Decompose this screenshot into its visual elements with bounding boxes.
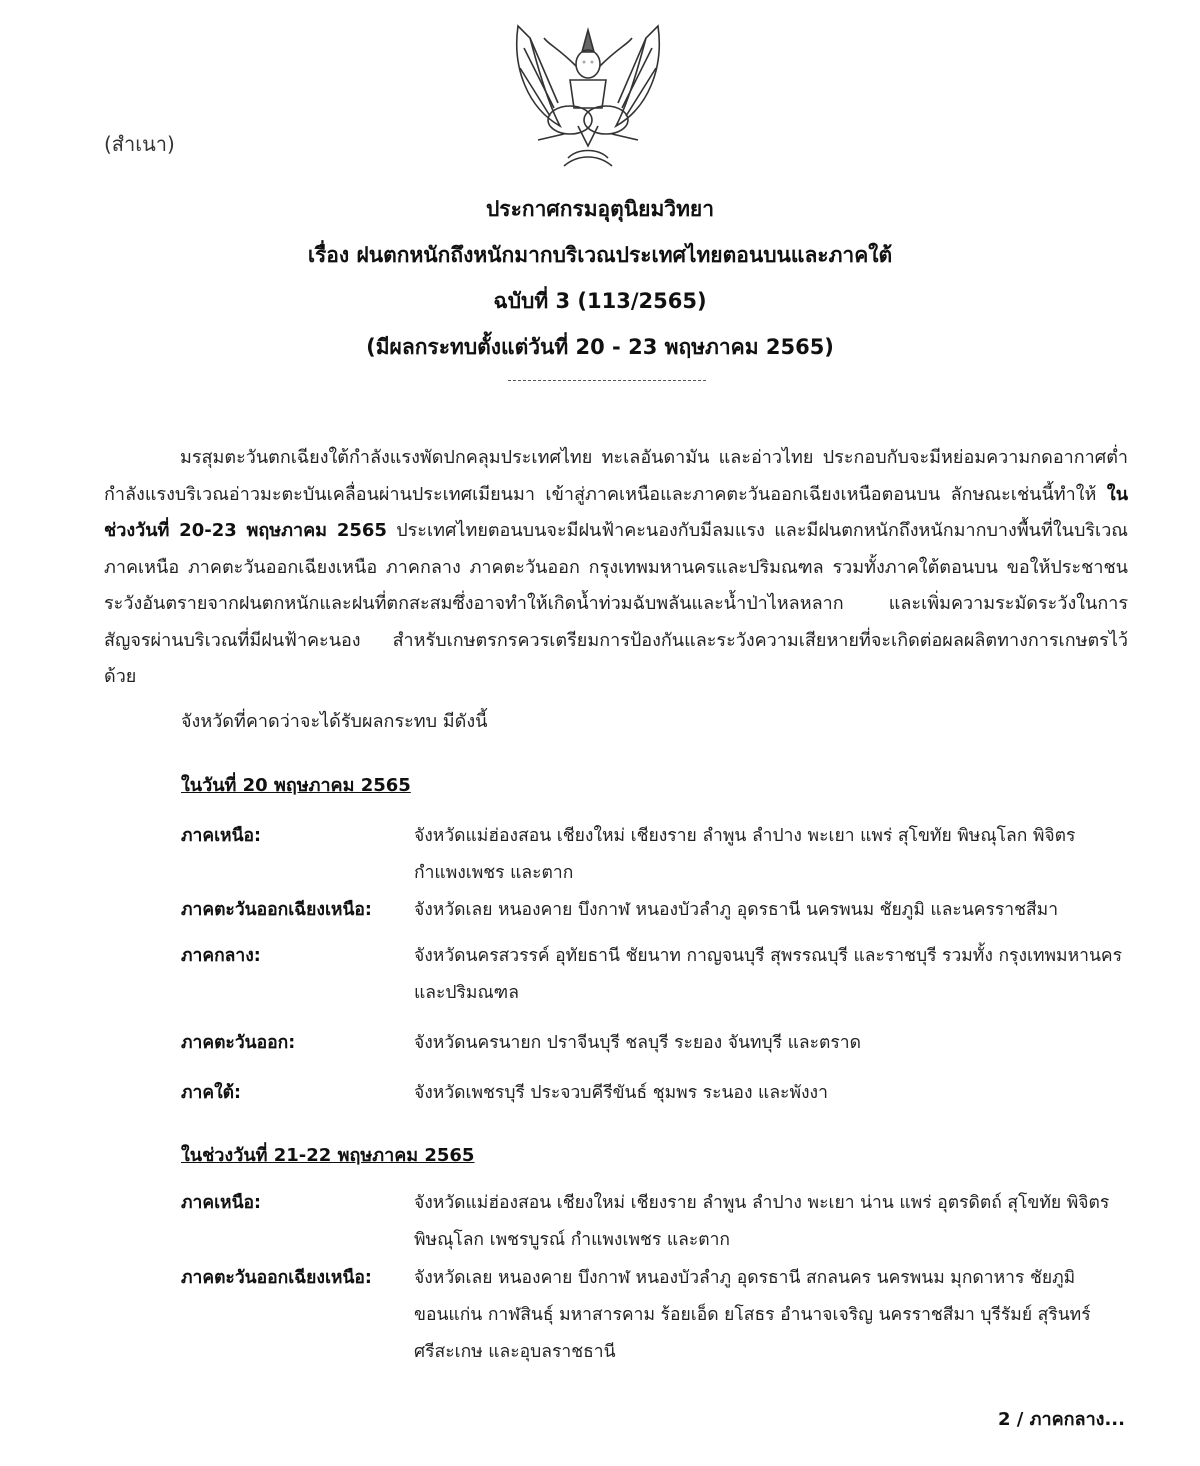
affected-provinces-intro: จังหวัดที่คาดว่าจะได้รับผลกระทบ มีดังนี้ bbox=[181, 711, 488, 732]
region-provinces: จังหวัดแม่ฮ่องสอน เชียงใหม่ เชียงราย ลำพูน ลำปาง พะเยา แพร่ สุโขทัย พิษณุโลก พิจิตร กำแพงเพชร และตาก bbox=[414, 826, 1076, 883]
region-label: ภาคตะวันออกเฉียงเหนือ: bbox=[181, 1268, 372, 1288]
garuda-emblem-icon bbox=[508, 8, 668, 174]
divider bbox=[508, 380, 706, 381]
announcement-title bbox=[0, 186, 1200, 370]
region-provinces: จังหวัดนครนายก ปราจีนบุรี ชลบุรี ระยอง จันทบุรี และตราด bbox=[414, 1033, 861, 1053]
region-provinces: จังหวัดเลย หนองคาย บึงกาฬ หนองบัวลำภู อุดรธานี นครพนม ชัยภูมิ และนครราชสีมา bbox=[414, 900, 1059, 920]
region-label: ภาคตะวันออก: bbox=[181, 1033, 296, 1053]
region-label: ภาคเหนือ: bbox=[181, 1193, 262, 1213]
section-heading: ในช่วงวันที่ 21-22 พฤษภาคม 2565 bbox=[181, 1145, 475, 1166]
region-label: ภาคตะวันออกเฉียงเหนือ: bbox=[181, 900, 372, 920]
body-text-2: ประเทศไทยตอนบนจะมีฝนฟ้าคะนองกับมีลมแรง และมีฝนตกหนักถึงหนักมากบางพื้นที่ในบริเวณภาคเหนือ ภาคตะวันออกเฉียงเหนือ ภาคกลาง ภาคตะวันออก กรุงเทพมหานครและปริมณฑล รวมทั้งภาคใต้ตอนบน ขอให้ประชาชนระวังอันตรายจากฝนตกหนักและฝนที่ตกสะสมซึ่งอาจทำให้เกิดน้ำท่วมฉับพลันและน้ำป่าไหลหลาก และเพิ่มความระมัดระวังในการสัญจรผ่านบริเวณที่มีฝนฟ้าคะนอง สำหรับเกษตรกรควรเตรียมการป้องกันและระวังความเสียหายที่จะเกิดต่อผลผลิตทางการเกษตรไว้ด้วย bbox=[104, 520, 1128, 687]
copy-label: (สำเนา) bbox=[104, 132, 175, 156]
page-continuation: 2 / ภาคกลาง... bbox=[998, 1409, 1125, 1430]
region-provinces: จังหวัดเลย หนองคาย บึงกาฬ หนองบัวลำภู อุดรธานี สกลนคร นครพนม มุกดาหาร ชัยภูมิ ขอนแก่น กาฬสินธุ์ มหาสารคาม ร้อยเอ็ด ยโสธร อำนาจเจริญ นครราชสีมา บุรีรัมย์ สุรินทร์ ศรีสะเกษ และอุบลราชธานี bbox=[414, 1268, 1091, 1362]
region-label: ภาคกลาง: bbox=[181, 946, 261, 966]
issue-number: ฉบับที่ 3 (113/2565) bbox=[493, 289, 707, 313]
issuer-title: ประกาศกรมอุตุนิยมวิทยา bbox=[485, 197, 715, 221]
effective-dates: (มีผลกระทบตั้งแต่วันที่ 20 - 23 พฤษภาคม 2565) bbox=[366, 335, 834, 359]
body-text-1: มรสุมตะวันตกเฉียงใต้กำลังแรงพัดปกคลุมประเทศไทย ทะเลอันดามัน และอ่าวไทย ประกอบกับจะมีหย่อมความกดอากาศต่ำกำลังแรงบริเวณอ่าวมะตะบันเคลื่อนผ่านประเทศเมียนมา เข้าสู่ภาคเหนือและภาคตะวันออกเฉียงเหนือตอนบน ลักษณะเช่นนี้ทำให้ bbox=[104, 447, 1128, 505]
region-provinces: จังหวัดนครสวรรค์ อุทัยธานี ชัยนาท กาญจนบุรี สุพรรณบุรี และราชบุรี รวมทั้ง กรุงเทพมหานครและปริมณฑล bbox=[414, 946, 1123, 1003]
region-label: ภาคเหนือ: bbox=[181, 826, 262, 846]
region-provinces: จังหวัดแม่ฮ่องสอน เชียงใหม่ เชียงราย ลำพูน ลำปาง พะเยา น่าน แพร่ อุตรดิตถ์ สุโขทัย พิจิตร พิษณุโลก เพชรบูรณ์ กำแพงเพชร และตาก bbox=[414, 1193, 1110, 1250]
region-provinces: จังหวัดเพชรบุรี ประจวบคีรีขันธ์ ชุมพร ระนอง และพังงา bbox=[414, 1083, 828, 1103]
body-paragraph bbox=[104, 440, 1128, 696]
body-text-bold: ในช่วงวันที่ 20-23 พฤษภาคม 2565 bbox=[104, 483, 1128, 541]
section-heading: ในวันที่ 20 พฤษภาคม 2565 bbox=[181, 775, 411, 796]
region-label: ภาคใต้: bbox=[181, 1083, 241, 1103]
subject-title: เรื่อง ฝนตกหนักถึงหนักมากบริเวณประเทศไทยตอนบนและภาคใต้ bbox=[307, 243, 893, 267]
